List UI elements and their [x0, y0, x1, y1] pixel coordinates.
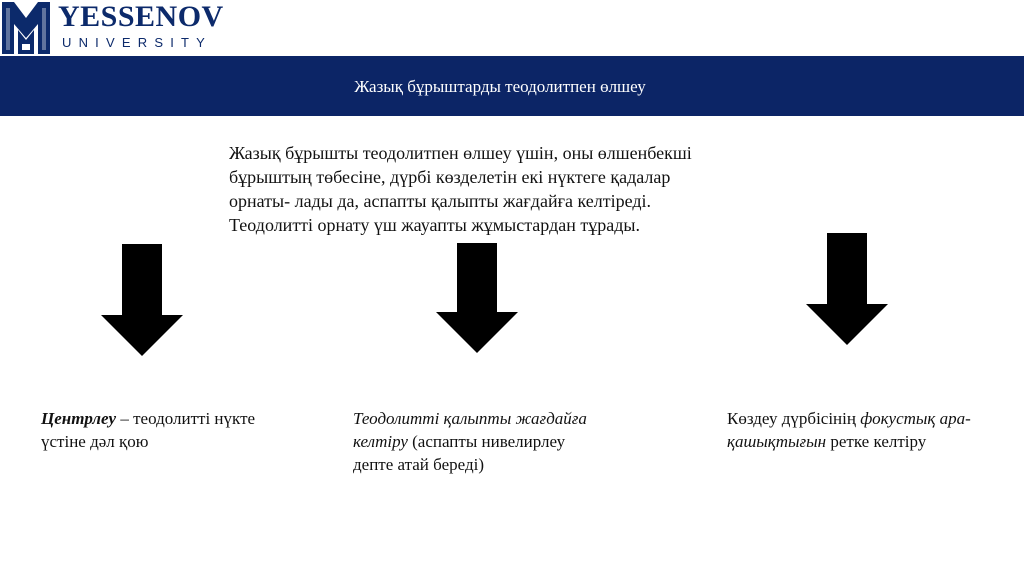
intro-paragraph: Жазық бұрышты теодолитпен өлшеу үшін, оны өлшенбекші бұрыштың төбесіне, дүрбі көзделетін екі нүктеге қадалар орнаты- лады да, аспапты қалыпты жағдайға келтіреді. Теодолитті орнату үш жауапты жұмыстардан тұрады.: [229, 143, 692, 235]
step-caption-centering: [41, 407, 271, 453]
logo-subtitle: UNIVERSITY: [62, 35, 213, 50]
step-caption-focusing: [727, 407, 987, 453]
step-text: (аспапты нивелирлеу депте атай береді): [353, 432, 566, 474]
down-arrow-icon: [436, 243, 518, 353]
down-arrow-icon: [806, 233, 888, 345]
step-emphasis: Центрлеу: [41, 409, 117, 428]
step-emphasis: Теодолитті қалыпты жағдайға келтіру: [353, 409, 587, 451]
university-logo: [0, 0, 240, 56]
slide-title: Жазық бұрыштарды теодолитпен өлшеу: [354, 77, 646, 96]
yessenov-emblem-icon: [0, 0, 52, 56]
step-emphasis: фокустық ара- қашықтығын: [727, 409, 971, 451]
logo-name: YESSENOV: [58, 0, 224, 33]
down-arrow-icon: [101, 244, 183, 356]
step-text: ретке келтіру: [826, 432, 927, 451]
step-caption-leveling: [353, 407, 593, 476]
step-text: – теодолитті нүкте үстіне дәл қою: [41, 409, 256, 451]
step-lead: Көздеу дүрбісінің: [727, 409, 861, 428]
